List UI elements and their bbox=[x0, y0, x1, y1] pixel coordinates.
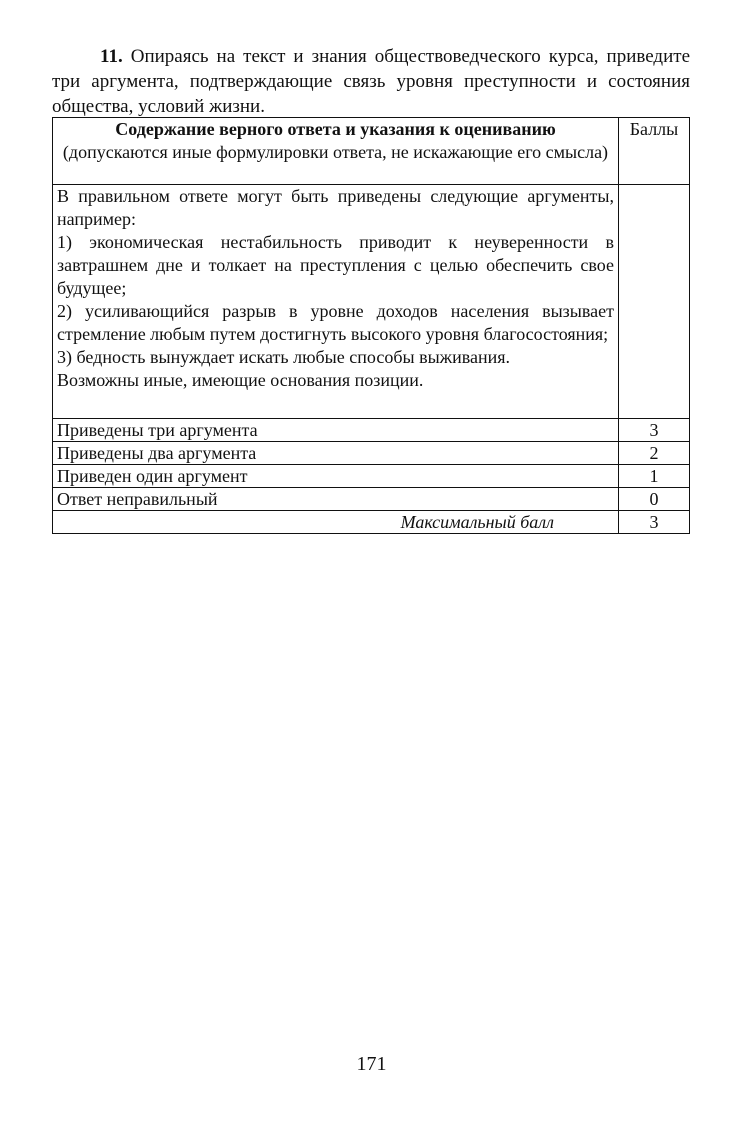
score-row bbox=[53, 465, 690, 488]
score-row bbox=[53, 419, 690, 442]
header-score: Баллы bbox=[619, 118, 690, 185]
answer-row bbox=[53, 185, 690, 419]
answer-line: Возможны иные, имеющие основания позиции. bbox=[57, 370, 424, 390]
table-header-row bbox=[53, 118, 690, 185]
answer-line: 3) бедность вынуждает искать любые способы выживания. bbox=[57, 347, 511, 367]
page-number: 171 bbox=[356, 1053, 387, 1075]
score-row bbox=[53, 488, 690, 511]
header-note: (допускаются иные формулировки ответа, не искажающие его смысла) bbox=[62, 142, 609, 162]
score-value: 2 bbox=[619, 442, 690, 465]
score-label: Приведены три аргумента bbox=[53, 419, 619, 442]
task-statement bbox=[52, 44, 690, 119]
score-label: Приведены два аргумента bbox=[53, 442, 619, 465]
score-value: 3 bbox=[619, 419, 690, 442]
score-value: 0 bbox=[619, 488, 690, 511]
header-title: Содержание верного ответа и указания к оцениванию bbox=[115, 119, 556, 139]
answer-cell bbox=[53, 185, 619, 419]
max-score-row bbox=[53, 511, 690, 534]
score-label: Ответ неправильный bbox=[53, 488, 619, 511]
max-score-value: 3 bbox=[619, 511, 690, 534]
answer-line: 2) усиливающийся разрыв в уровне доходов населения вызывает стремление любым путем достигнуть высокого уровня благосостояния; bbox=[57, 301, 614, 344]
task-text: Опираясь на текст и знания обществоведческого курса, приведите три аргумента, подтверждающие связь уровня преступности и состояния общества, условий жизни. bbox=[52, 46, 690, 117]
score-value: 1 bbox=[619, 465, 690, 488]
task-number: 11. bbox=[100, 46, 123, 67]
answer-line: 1) экономическая нестабильность приводит к неуверенности в завтрашнем дне и толкает на преступления с целью обеспечить свое будущее; bbox=[57, 232, 614, 298]
header-content-cell bbox=[53, 118, 619, 185]
answer-line: В правильном ответе могут быть приведены следующие аргументы, например: bbox=[57, 186, 614, 229]
score-row bbox=[53, 442, 690, 465]
criteria-table bbox=[52, 117, 690, 534]
max-score-label: Максимальный балл bbox=[53, 511, 619, 534]
answer-score-cell bbox=[619, 185, 690, 419]
score-label: Приведен один аргумент bbox=[53, 465, 619, 488]
